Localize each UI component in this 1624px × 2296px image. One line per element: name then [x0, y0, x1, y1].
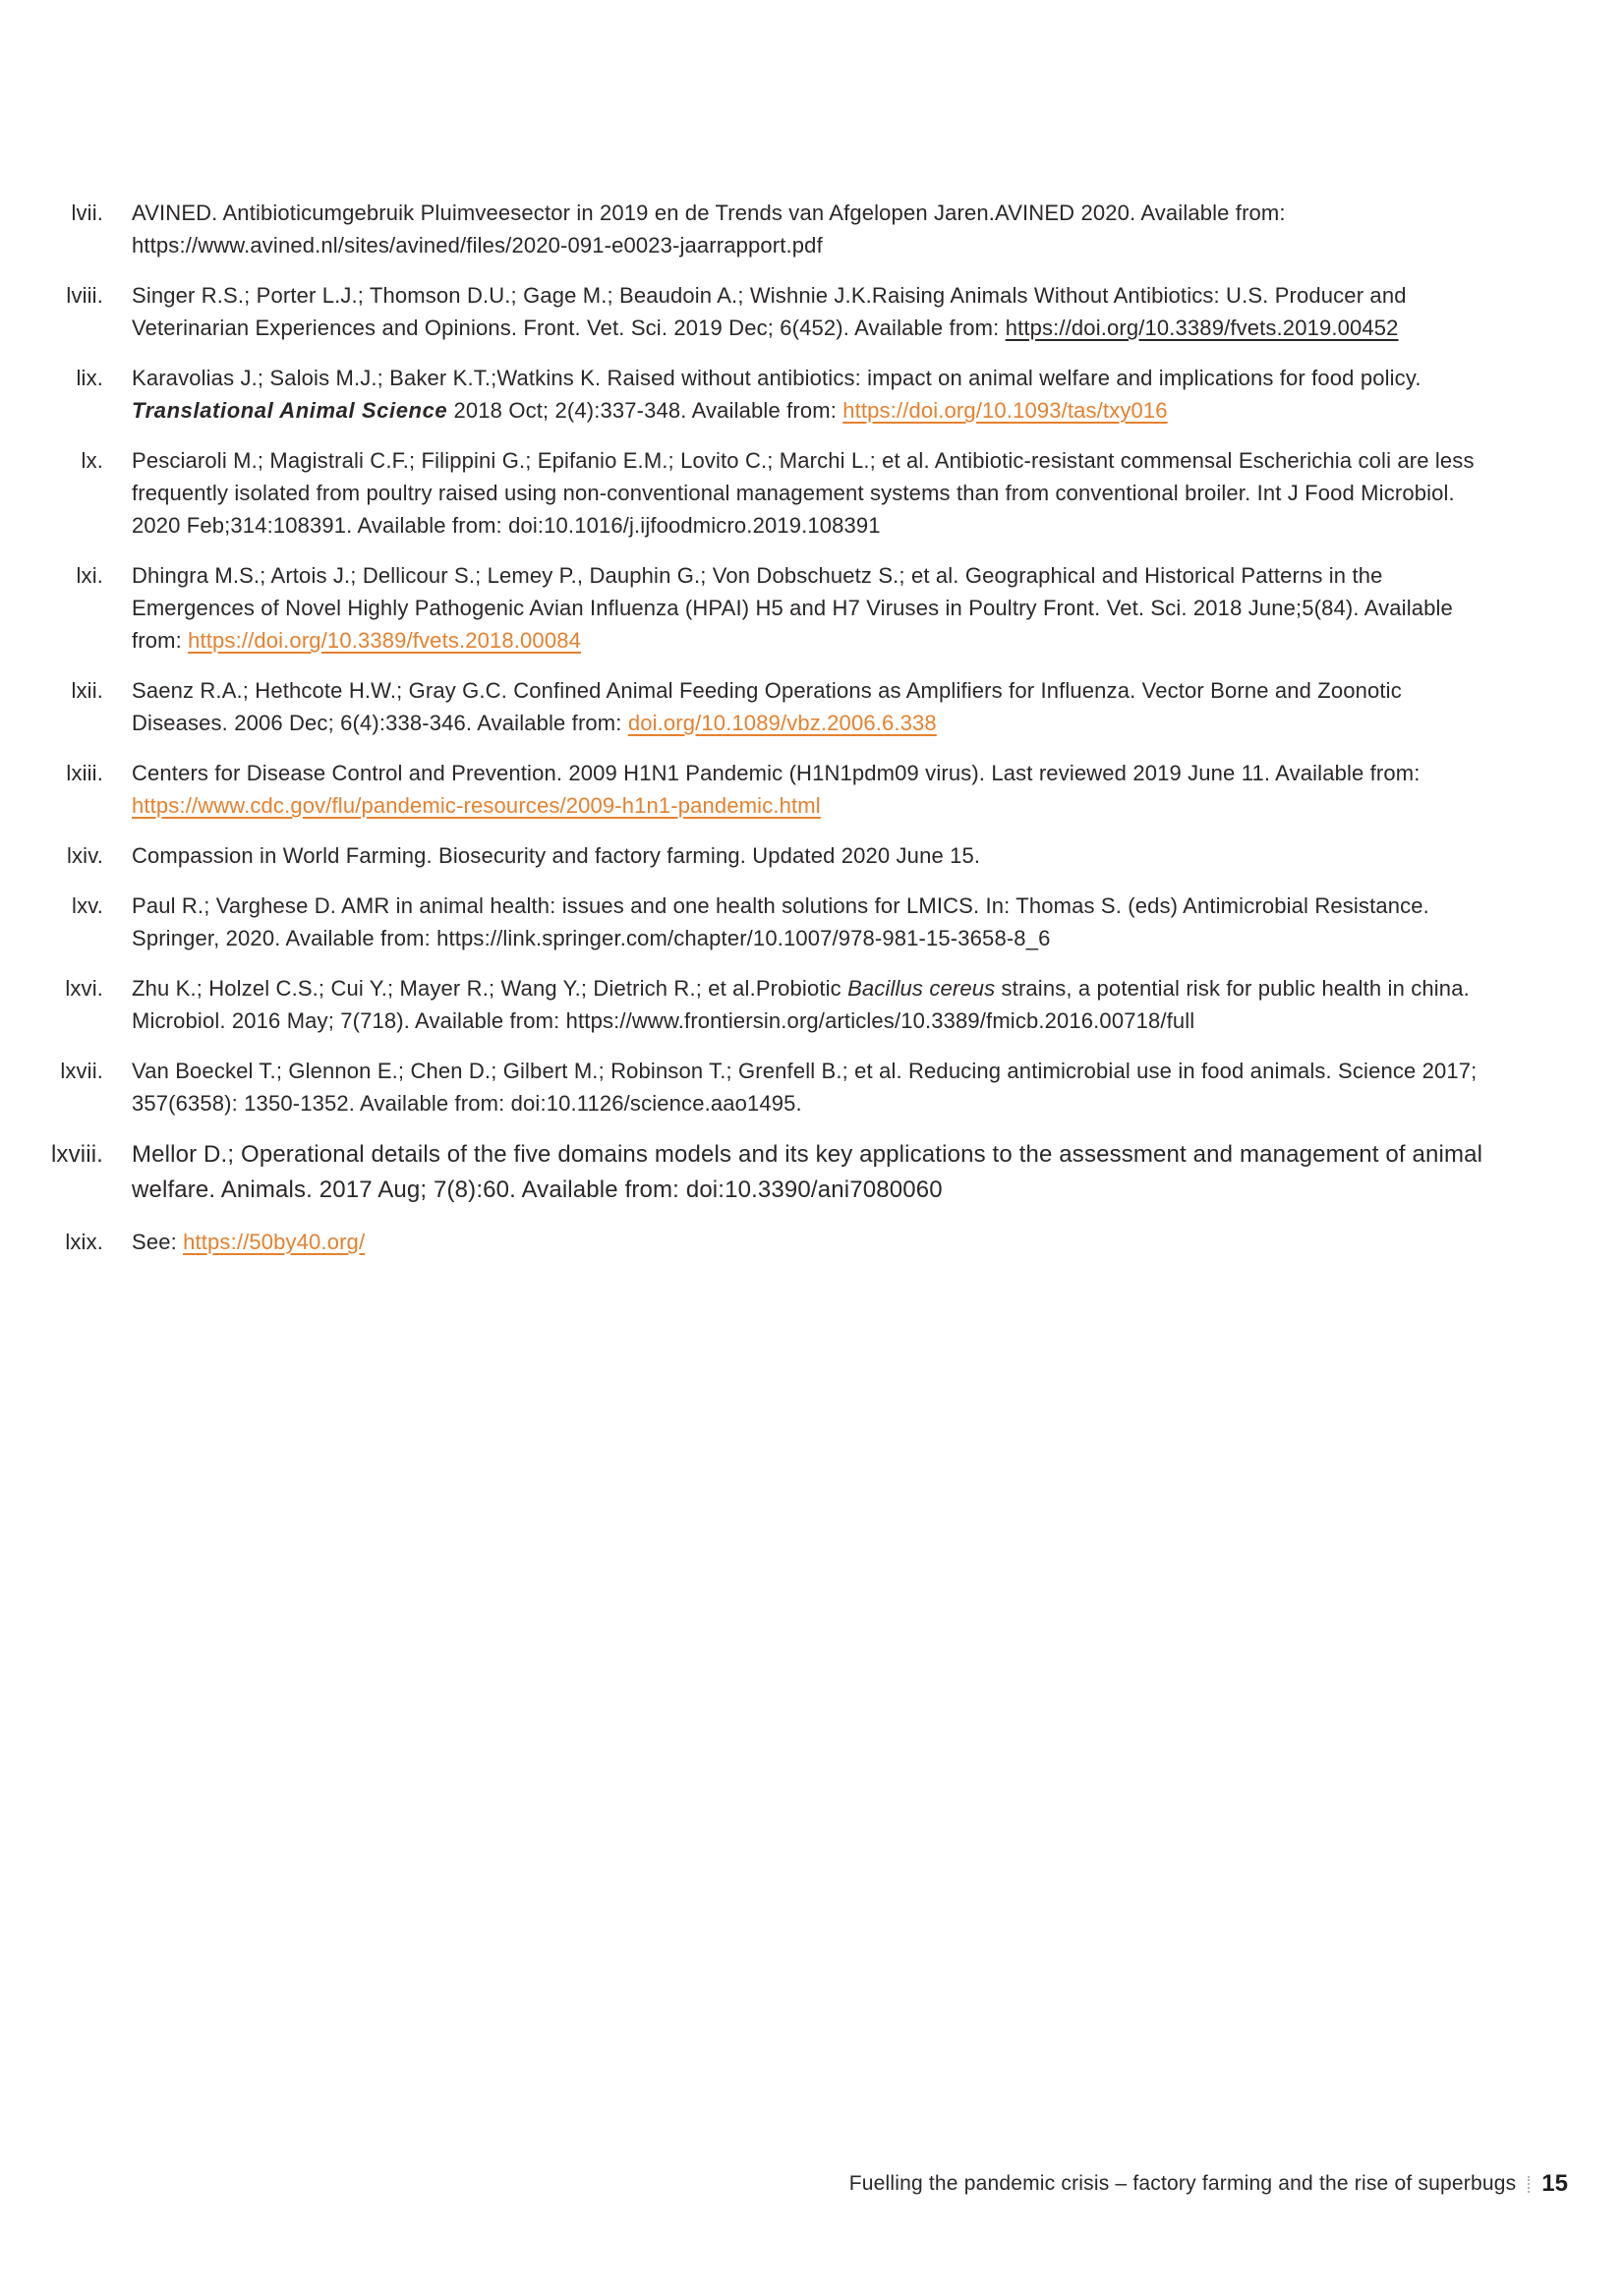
reference-number: lxvi.: [65, 976, 103, 1001]
reference-text-segment: 2018 Oct; 2(4):337-348. Available from:: [447, 398, 843, 423]
reference-item: [0, 839, 1534, 872]
reference-item: [0, 362, 1534, 427]
reference-text-segment: Van Boeckel T.; Glennon E.; Chen D.; Gilbert M.; Robinson T.; Grenfell B.; et al. Reducing antimicrobial use in food animals. Science 2017; 357(6358): 1350-1352. Available from: doi:10.1126/science.aao1495.: [132, 1059, 1478, 1116]
references-list: [0, 197, 1534, 1276]
reference-text: [132, 674, 1500, 739]
reference-link[interactable]: doi.org/10.1089/vbz.2006.6.338: [627, 711, 937, 735]
reference-item: [0, 279, 1534, 344]
reference-text: [132, 1137, 1500, 1208]
reference-text: [132, 444, 1500, 542]
reference-link[interactable]: https://doi.org/10.1093/tas/txy016: [842, 398, 1168, 423]
reference-link[interactable]: https://www.cdc.gov/flu/pandemic-resources/2009-h1n1-pandemic.html: [132, 793, 821, 818]
reference-item: [0, 1055, 1534, 1119]
reference-text-segment: Compassion in World Farming. Biosecurity and factory farming. Updated 2020 June 15.: [132, 843, 981, 868]
reference-item: [0, 197, 1534, 261]
species-name: Bacillus cereus: [847, 976, 996, 1001]
reference-text-segment: Centers for Disease Control and Prevention. 2009 H1N1 Pandemic (H1N1pdm09 virus). Last reviewed 2019 June 11. Available from:: [132, 761, 1421, 785]
reference-item: [0, 1226, 1534, 1258]
reference-text-segment: Pesciaroli M.; Magistrali C.F.; Filippini G.; Epifanio E.M.; Lovito C.; Marchi L.; et al. Antibiotic-resistant commensal Escherichia coli are less frequently isolated from poultry raised using non-conventional management systems than from conventional broiler. Int J Food Microbiol. 2020 Feb;314:108391. Available from: doi:10.1016/j.ijfoodmicro.2019.108391: [132, 448, 1475, 538]
reference-text: [132, 972, 1500, 1037]
reference-number: lvii.: [71, 201, 103, 225]
reference-text-segment: Mellor D.; Operational details of the five domains models and its key applications to the assessment and management of animal welfare. Animals. 2017 Aug; 7(8):60. Available from: doi:10.3390/ani7080060: [132, 1141, 1483, 1203]
reference-text: [132, 279, 1500, 344]
reference-text: [132, 197, 1500, 261]
reference-number: lix.: [76, 366, 103, 390]
reference-number: lxi.: [76, 563, 103, 588]
reference-item: [0, 1137, 1534, 1208]
reference-number: lxvii.: [60, 1059, 103, 1083]
reference-text: [132, 839, 1500, 872]
reference-text-segment: Paul R.; Varghese D. AMR in animal health: issues and one health solutions for LMICS. In: Thomas S. (eds) Antimicrobial Resistance. Springer, 2020. Available from: https://link.springer.com/chapter/10.1007/978-981-15-3658-8_6: [132, 893, 1429, 950]
reference-link[interactable]: https://doi.org/10.3389/fvets.2018.00084: [188, 628, 581, 653]
page-footer: [849, 2170, 1568, 2198]
reference-number: lxix.: [65, 1230, 103, 1254]
reference-text-segment: Saenz R.A.; Hethcote H.W.; Gray G.C. Confined Animal Feeding Operations as Amplifiers for Influenza. Vector Borne and Zoonotic Diseases. 2006 Dec; 6(4):338-346. Available from:: [132, 678, 1402, 735]
dotted-separator-icon: [1528, 2176, 1530, 2193]
reference-number: lx.: [81, 448, 103, 473]
reference-text: [132, 362, 1500, 427]
reference-text-segment: AVINED. Antibioticumgebruik Pluimveesector in 2019 en de Trends van Afgelopen Jaren.AVINED 2020. Available from: https://www.avined.nl/sites/avined/files/2020-091-e0023-jaarrapport.pdf: [132, 201, 1286, 258]
reference-text-segment: See:: [132, 1230, 184, 1254]
reference-text: [132, 757, 1500, 822]
reference-text-segment: Dhingra M.S.; Artois J.; Dellicour S.; Lemey P., Dauphin G.; Von Dobschuetz S.; et al. Geographical and Historical Patterns in the Emergences of Novel Highly Pathogenic Avian Influenza (HPAI) H5 and H7 Viruses in Poultry Front. Vet. Sci. 2018 June;5(84). Available from:: [132, 563, 1453, 653]
reference-text: [132, 1226, 1500, 1258]
reference-item: [0, 674, 1534, 739]
reference-text: [132, 559, 1500, 657]
reference-item: [0, 757, 1534, 822]
reference-item: [0, 890, 1534, 954]
reference-item: [0, 972, 1534, 1037]
reference-text-segment: strains, a potential risk for public health in china. Microbiol. 2016 May; 7(718). Available from: https://www.frontiersin.org/articles/10.3389/fmicb.2016.00718/full: [132, 976, 1470, 1033]
reference-text-segment: Singer R.S.; Porter L.J.; Thomson D.U.; Gage M.; Beaudoin A.; Wishnie J.K.Raising Animals Without Antibiotics: U.S. Producer and Veterinarian Experiences and Opinions. Front. Vet. Sci. 2019 Dec; 6(452). Available from:: [132, 283, 1407, 340]
reference-link[interactable]: https://50by40.org/: [183, 1230, 366, 1254]
reference-number: lxviii.: [50, 1141, 103, 1168]
page-number: 15: [1541, 2170, 1568, 2197]
reference-text-segment: Zhu K.; Holzel C.S.; Cui Y.; Mayer R.; Wang Y.; Dietrich R.; et al.Probiotic: [132, 976, 848, 1001]
reference-number: lxv.: [72, 893, 103, 918]
reference-number: lxiii.: [66, 761, 103, 785]
footer-title: Fuelling the pandemic crisis – factory farming and the rise of superbugs: [848, 2172, 1517, 2195]
reference-link[interactable]: https://doi.org/10.3389/fvets.2019.00452: [1005, 316, 1399, 340]
reference-number: lviii.: [66, 283, 103, 308]
reference-item: [0, 559, 1534, 657]
reference-text: [132, 890, 1500, 954]
journal-title: Translational Animal Science: [132, 398, 448, 423]
reference-item: [0, 444, 1534, 542]
reference-number: lxii.: [71, 678, 103, 703]
reference-text: [132, 1055, 1500, 1119]
reference-number: lxiv.: [66, 843, 103, 868]
reference-text-segment: Karavolias J.; Salois M.J.; Baker K.T.;Watkins K. Raised without antibiotics: impact on animal welfare and implications for food policy.: [132, 366, 1421, 390]
